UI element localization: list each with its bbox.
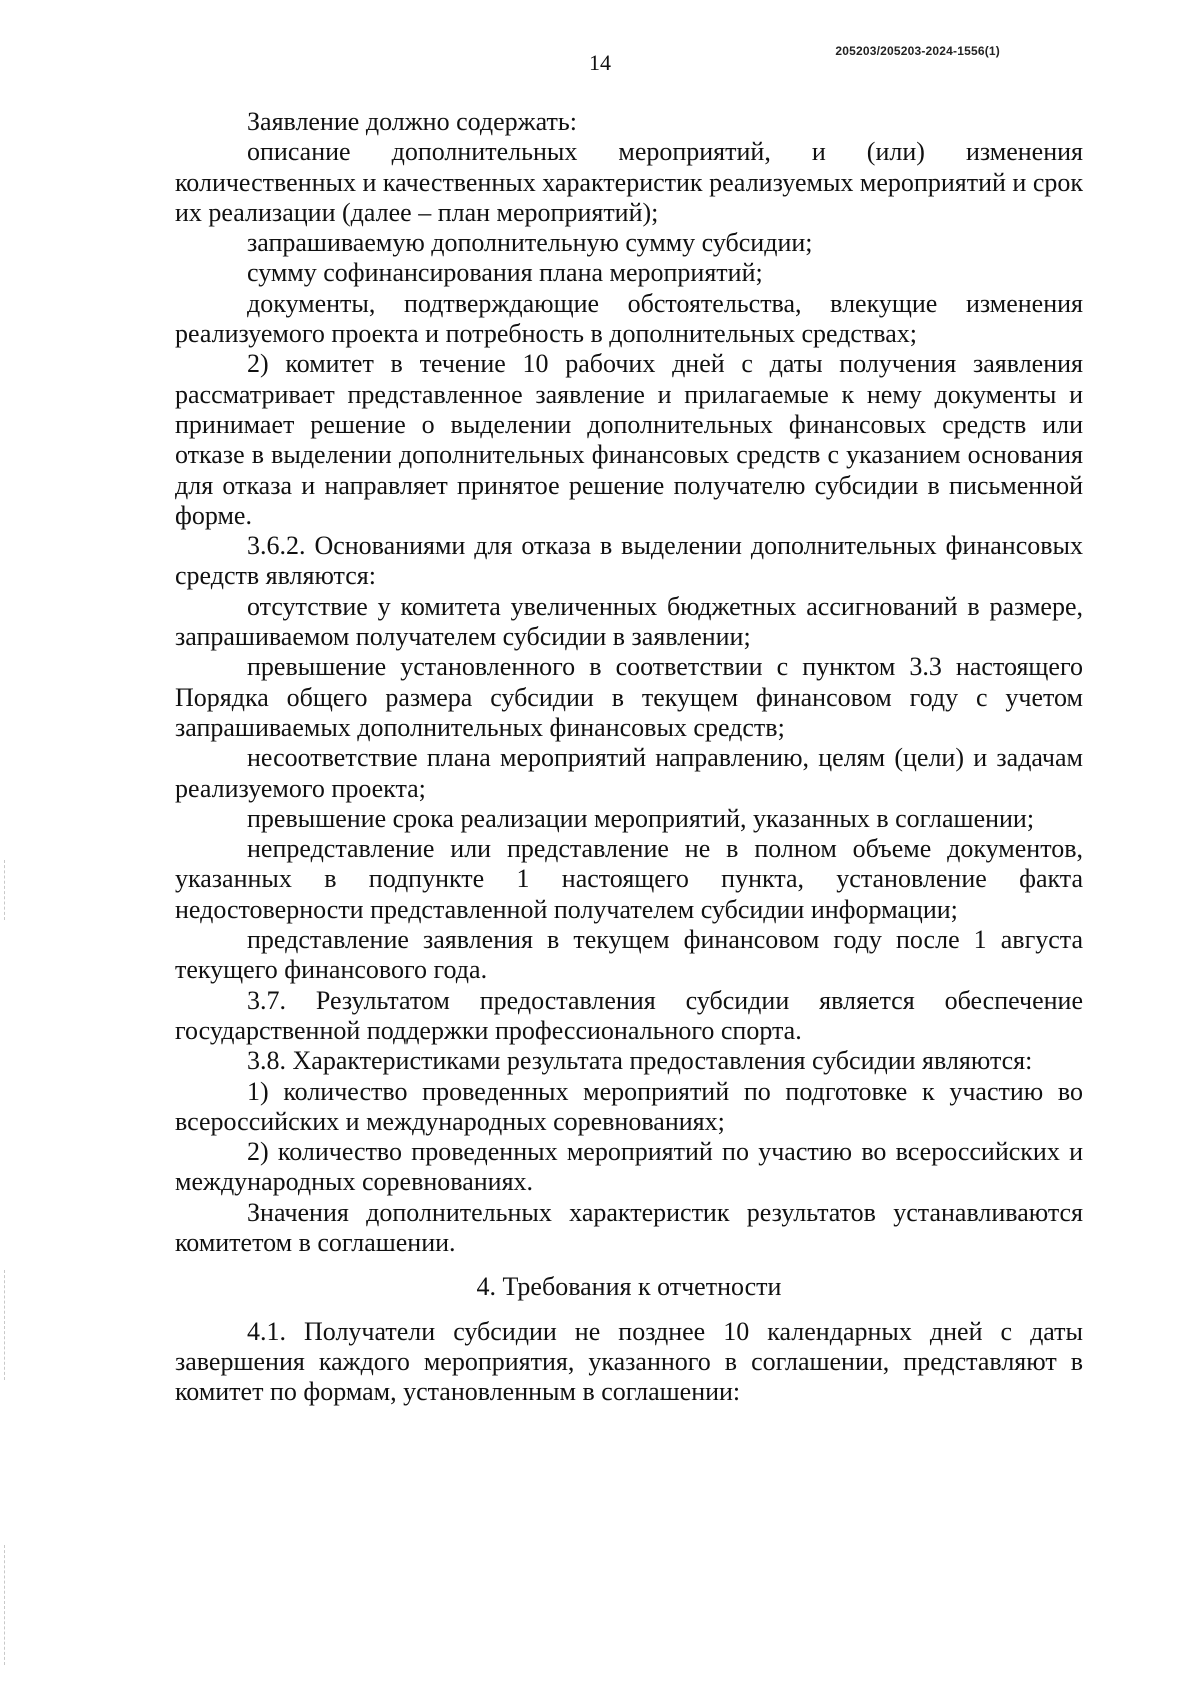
paragraph: превышение срока реализации мероприятий, указанных в соглашении; [247, 803, 1035, 833]
paragraph: запрашиваемую дополнительную сумму субсидии; [247, 228, 813, 258]
paragraph: описание дополнительных мероприятий, и (или) изменения количественных и качественных характеристик реализуемых мероприятий и срок их реализации (далее – план мероприятий); [175, 137, 1083, 227]
paragraph: превышение установленного в соответствии с пунктом 3.3 настоящего Порядка общего размера субсидии в текущем финансовом году с учетом запрашиваемых дополнительных финансовых средств; [175, 652, 1083, 742]
paragraph: 2) количество проведенных мероприятий по участию во всероссийских и международных соревнованиях. [175, 1137, 1083, 1197]
paragraph: 3.7. Результатом предоставления субсидии является обеспечение государственной поддержки профессионального спорта. [175, 985, 1083, 1045]
paragraph: документы, подтверждающие обстоятельства, влекущие изменения реализуемого проекта и потребность в дополнительных средствах; [175, 288, 1083, 349]
paragraph: сумму софинансирования плана мероприятий; [247, 258, 763, 288]
paragraph: несоответствие плана мероприятий направлению, целям (цели) и задачам реализуемого проекта; [175, 743, 1083, 803]
document-id: 205203/205203-2024-1556(1) [835, 44, 1000, 58]
paragraph: 3.6.2. Основаниями для отказа в выделении дополнительных финансовых средств являются: [175, 531, 1083, 591]
scan-edge-mark [4, 1545, 7, 1665]
paragraph: Заявление должно содержать: [247, 107, 577, 136]
paragraph: 2) комитет в течение 10 рабочих дней с даты получения заявления рассматривает представленное заявление и прилагаемые к нему документы и принимает решение о выделении дополнительных финансовых средств или отказе в выделении дополнительных финансовых средств с указанием основания для отказа и направляет принятое решение получателю субсидии в письменной форме. [175, 349, 1083, 530]
paragraph: непредставление или представление не в полном объеме документов, указанных в подпункте 1 настоящего пункта, установление факта недостоверности представленной получателем субсидии информации; [175, 834, 1083, 924]
paragraph: 4.1. Получатели субсидии не позднее 10 календарных дней с даты завершения каждого мероприятия, указанного в соглашении, представляют в комитет по формам, установленным в соглашении: [175, 1316, 1083, 1407]
section-heading: 4. Требования к отчетности [476, 1272, 782, 1302]
paragraph: 1) количество проведенных мероприятий по подготовке к участию во всероссийских и международных соревнованиях; [175, 1076, 1083, 1136]
paragraph: отсутствие у комитета увеличенных бюджетных ассигнований в размере, запрашиваемом получателем субсидии в заявлении; [175, 591, 1083, 652]
document-body [175, 107, 1083, 1407]
paragraph: представление заявления в текущем финансовом году после 1 августа текущего финансового года. [175, 925, 1083, 985]
scan-edge-mark [4, 1270, 7, 1380]
scan-edge-mark [4, 860, 7, 920]
paragraph: Значения дополнительных характеристик результатов устанавливаются комитетом в соглашении. [175, 1197, 1083, 1257]
paragraph: 3.8. Характеристиками результата предоставления субсидии являются: [247, 1046, 1033, 1076]
page-number: 14 [589, 50, 611, 75]
